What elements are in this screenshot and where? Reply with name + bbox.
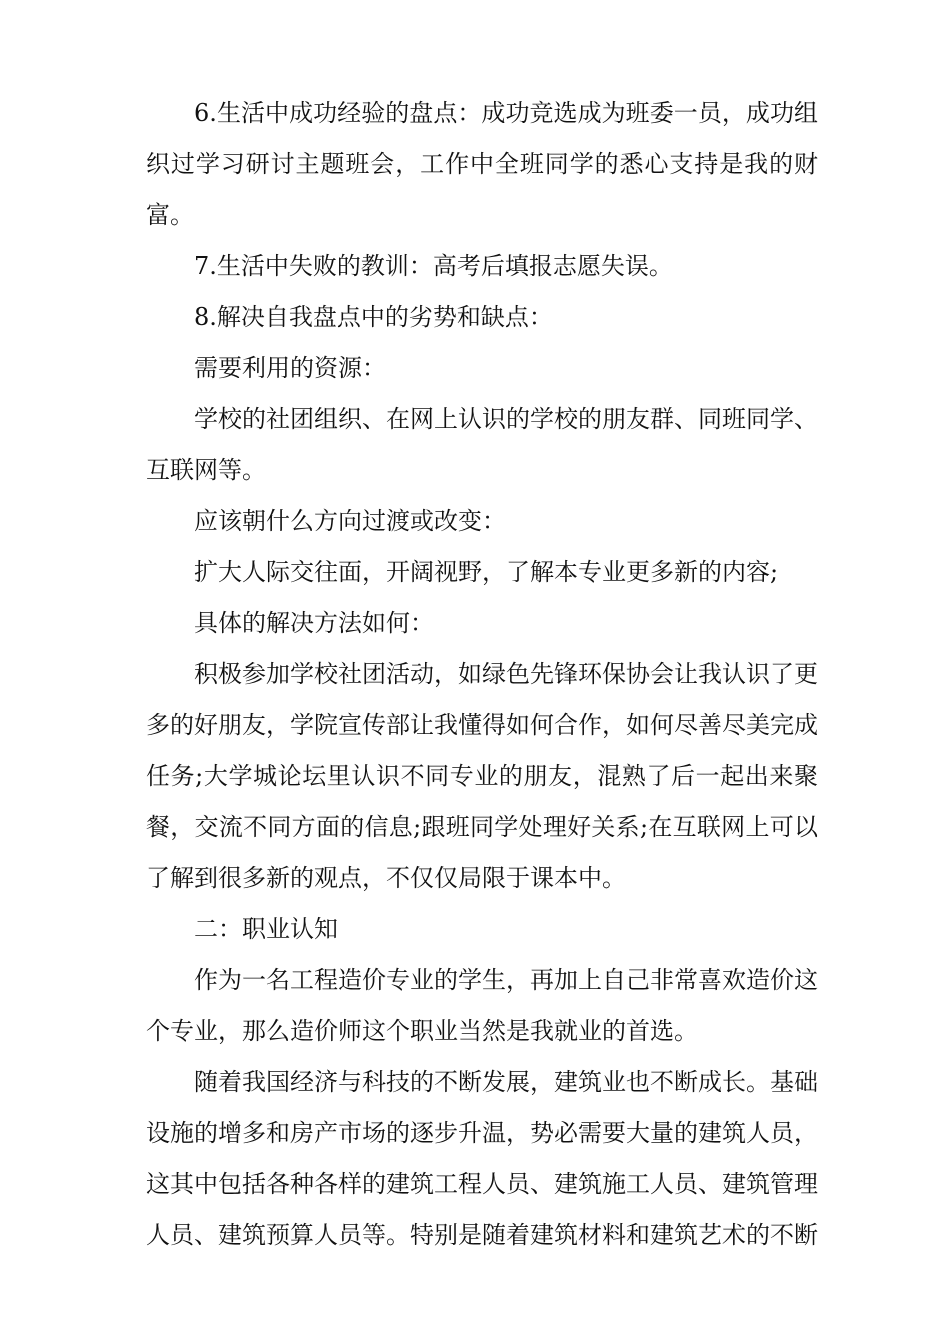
paragraph-methods-heading: 具体的解决方法如何： bbox=[194, 609, 434, 637]
paragraph-resources: 学校的社团组织、在网上认识的学校的朋友群、同班同学、互联网等。 bbox=[146, 405, 818, 484]
paragraph-resolve-weakness: 8.解决自我盘点中的劣势和缺点： bbox=[194, 303, 553, 331]
paragraph-direction-heading: 应该朝什么方向过渡或改变： bbox=[194, 507, 506, 535]
section-heading-career-cognition: 二：职业认知 bbox=[194, 915, 338, 943]
paragraph-career-choice: 作为一名工程造价专业的学生，再加上自己非常喜欢造价这个专业，那么造价师这个职业当然是我就业的首选。 bbox=[146, 966, 818, 1045]
paragraph-direction: 扩大人际交往面，开阔视野，了解本专业更多新的内容; bbox=[194, 558, 779, 586]
document-body bbox=[146, 88, 818, 1261]
paragraph-failure-lesson: 7.生活中失败的教训：高考后填报志愿失误。 bbox=[194, 252, 673, 280]
paragraph-resources-heading: 需要利用的资源： bbox=[194, 354, 386, 382]
paragraph-industry-development: 随着我国经济与科技的不断发展，建筑业也不断成长。基础设施的增多和房产市场的逐步升温，势必需要大量的建筑人员，这其中包括各种各样的建筑工程人员、建筑施工人员、建筑管理人员、建筑预算人员等。特别是随着建筑材料和建筑艺术的不断 bbox=[146, 1068, 818, 1249]
paragraph-success-experience: 6.生活中成功经验的盘点：成功竞选成为班委一员，成功组织过学习研讨主题班会，工作中全班同学的悉心支持是我的财富。 bbox=[146, 99, 818, 229]
paragraph-methods: 积极参加学校社团活动，如绿色先锋环保协会让我认识了更多的好朋友，学院宣传部让我懂得如何合作，如何尽善尽美完成任务;大学城论坛里认识不同专业的朋友，混熟了后一起出来聚餐，交流不同方面的信息;跟班同学处理好关系;在互联网上可以了解到很多新的观点，不仅仅局限于课本中。 bbox=[146, 660, 818, 892]
